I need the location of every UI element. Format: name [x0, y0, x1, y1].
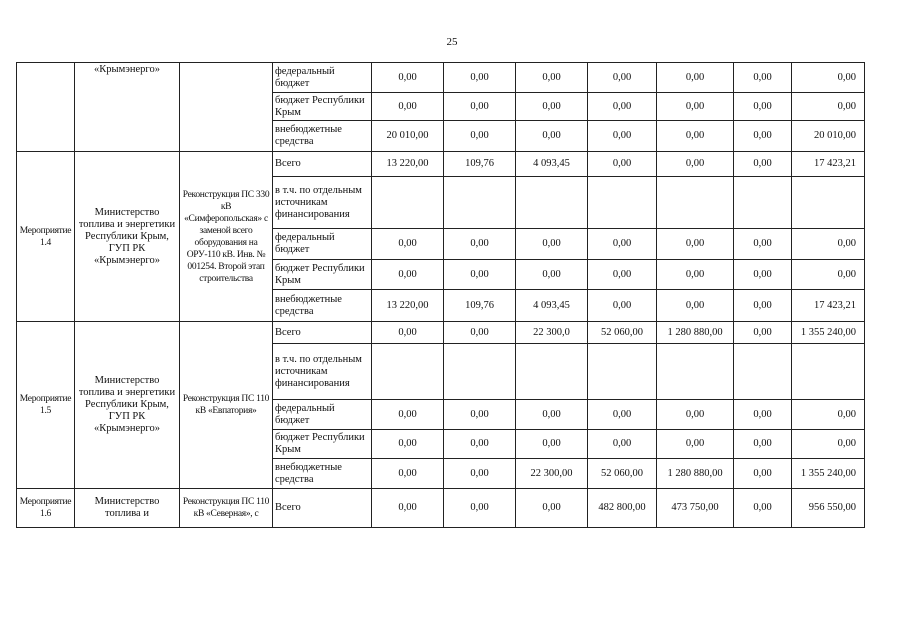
value-cell: 0,00 [444, 489, 516, 528]
value-cell: 482 800,00 [588, 489, 657, 528]
value-cell [734, 177, 792, 229]
measure-cell: Мероприятие 1.5 [17, 322, 75, 489]
executor-cell: «Крымэнерго» [75, 63, 180, 152]
value-cell: 17 423,21 [792, 152, 865, 177]
funding-source-cell: в т.ч. по отдельным источникам финансирования [273, 344, 372, 400]
value-cell: 0,00 [734, 459, 792, 489]
value-cell [792, 344, 865, 400]
value-cell: 0,00 [734, 229, 792, 260]
value-cell: 22 300,0 [516, 322, 588, 344]
value-cell: 0,00 [792, 260, 865, 290]
value-cell: 0,00 [792, 93, 865, 121]
value-cell: 0,00 [657, 400, 734, 430]
value-cell: 20 010,00 [372, 121, 444, 152]
funding-source-cell: федеральный бюджет [273, 63, 372, 93]
value-cell: 0,00 [792, 430, 865, 459]
measure-cell [17, 63, 75, 152]
value-cell [372, 344, 444, 400]
table-row [17, 63, 865, 93]
value-cell: 0,00 [734, 290, 792, 322]
value-cell: 0,00 [588, 121, 657, 152]
value-cell [516, 344, 588, 400]
value-cell [444, 344, 516, 400]
value-cell [657, 177, 734, 229]
value-cell: 52 060,00 [588, 322, 657, 344]
value-cell: 0,00 [372, 489, 444, 528]
value-cell: 0,00 [444, 400, 516, 430]
value-cell: 0,00 [734, 260, 792, 290]
value-cell: 4 093,45 [516, 290, 588, 322]
value-cell: 0,00 [588, 152, 657, 177]
value-cell [588, 177, 657, 229]
value-cell: 0,00 [734, 400, 792, 430]
funding-source-cell: в т.ч. по отдельным источникам финансирования [273, 177, 372, 229]
table-row [17, 489, 865, 528]
value-cell: 0,00 [657, 121, 734, 152]
value-cell: 109,76 [444, 152, 516, 177]
value-cell: 0,00 [516, 430, 588, 459]
value-cell: 0,00 [588, 229, 657, 260]
value-cell: 109,76 [444, 290, 516, 322]
value-cell: 0,00 [657, 260, 734, 290]
value-cell: 4 093,45 [516, 152, 588, 177]
funding-source-cell: бюджет Республики Крым [273, 430, 372, 459]
value-cell: 1 280 880,00 [657, 459, 734, 489]
value-cell: 0,00 [588, 290, 657, 322]
value-cell: 0,00 [444, 93, 516, 121]
value-cell: 0,00 [792, 229, 865, 260]
value-cell: 0,00 [372, 430, 444, 459]
measure-cell: Мероприятие 1.6 [17, 489, 75, 528]
value-cell: 0,00 [588, 63, 657, 93]
value-cell: 0,00 [792, 63, 865, 93]
value-cell: 0,00 [657, 93, 734, 121]
funding-source-cell: внебюджетные средства [273, 290, 372, 322]
value-cell: 0,00 [734, 63, 792, 93]
value-cell: 0,00 [444, 430, 516, 459]
value-cell: 0,00 [444, 63, 516, 93]
value-cell: 0,00 [588, 93, 657, 121]
value-cell: 0,00 [444, 322, 516, 344]
value-cell: 0,00 [444, 459, 516, 489]
value-cell: 20 010,00 [792, 121, 865, 152]
value-cell: 0,00 [372, 459, 444, 489]
table-row [17, 322, 865, 344]
value-cell: 0,00 [657, 430, 734, 459]
value-cell: 0,00 [444, 229, 516, 260]
value-cell: 0,00 [516, 400, 588, 430]
object-cell: Реконструкция ПС 330 кВ «Симферопольская» с заменой всего оборудования на ОРУ-110 кВ. Инв. № 001254. Второй этап строительства [180, 152, 273, 322]
value-cell [444, 177, 516, 229]
value-cell [792, 177, 865, 229]
value-cell: 0,00 [372, 322, 444, 344]
funding-source-cell: внебюджетные средства [273, 121, 372, 152]
value-cell: 1 355 240,00 [792, 459, 865, 489]
funding-source-cell: бюджет Республики Крым [273, 93, 372, 121]
value-cell: 0,00 [657, 152, 734, 177]
value-cell: 0,00 [734, 121, 792, 152]
value-cell: 0,00 [372, 260, 444, 290]
value-cell: 0,00 [657, 63, 734, 93]
value-cell: 0,00 [516, 121, 588, 152]
value-cell: 0,00 [734, 93, 792, 121]
value-cell: 0,00 [516, 63, 588, 93]
value-cell: 13 220,00 [372, 152, 444, 177]
value-cell: 0,00 [657, 290, 734, 322]
value-cell: 0,00 [372, 229, 444, 260]
budget-table [16, 62, 865, 528]
value-cell: 0,00 [516, 229, 588, 260]
value-cell [734, 344, 792, 400]
value-cell: 17 423,21 [792, 290, 865, 322]
object-cell: Реконструкция ПС 110 кВ «Евпатория» [180, 322, 273, 489]
executor-cell: Министерство топлива и энергетики Республики Крым, ГУП РК «Крымэнерго» [75, 152, 180, 322]
value-cell: 0,00 [657, 229, 734, 260]
value-cell: 0,00 [588, 400, 657, 430]
value-cell [516, 177, 588, 229]
value-cell: 0,00 [588, 430, 657, 459]
funding-source-cell: Всего [273, 322, 372, 344]
value-cell [588, 344, 657, 400]
value-cell: 0,00 [516, 260, 588, 290]
value-cell: 0,00 [734, 430, 792, 459]
value-cell: 0,00 [444, 260, 516, 290]
funding-source-cell: Всего [273, 152, 372, 177]
funding-source-cell: бюджет Республики Крым [273, 260, 372, 290]
object-cell [180, 63, 273, 152]
value-cell: 1 280 880,00 [657, 322, 734, 344]
measure-cell: Мероприятие 1.4 [17, 152, 75, 322]
value-cell: 0,00 [372, 63, 444, 93]
executor-cell: Министерство топлива и энергетики Республики Крым, ГУП РК «Крымэнерго» [75, 322, 180, 489]
value-cell: 0,00 [734, 152, 792, 177]
executor-cell: Министерство топлива и [75, 489, 180, 528]
page-number: 25 [446, 36, 458, 48]
value-cell: 0,00 [372, 400, 444, 430]
funding-source-cell: Всего [273, 489, 372, 528]
value-cell: 1 355 240,00 [792, 322, 865, 344]
value-cell: 473 750,00 [657, 489, 734, 528]
funding-source-cell: внебюджетные средства [273, 459, 372, 489]
value-cell: 0,00 [734, 489, 792, 528]
value-cell: 956 550,00 [792, 489, 865, 528]
table-row [17, 152, 865, 177]
object-cell: Реконструкция ПС 110 кВ «Северная», с [180, 489, 273, 528]
funding-source-cell: федеральный бюджет [273, 400, 372, 430]
value-cell: 0,00 [516, 93, 588, 121]
value-cell: 0,00 [588, 260, 657, 290]
value-cell: 0,00 [516, 489, 588, 528]
value-cell: 0,00 [792, 400, 865, 430]
value-cell: 0,00 [372, 93, 444, 121]
value-cell: 0,00 [444, 121, 516, 152]
value-cell: 52 060,00 [588, 459, 657, 489]
value-cell [657, 344, 734, 400]
value-cell: 13 220,00 [372, 290, 444, 322]
value-cell: 22 300,00 [516, 459, 588, 489]
value-cell [372, 177, 444, 229]
value-cell: 0,00 [734, 322, 792, 344]
funding-source-cell: федеральный бюджет [273, 229, 372, 260]
